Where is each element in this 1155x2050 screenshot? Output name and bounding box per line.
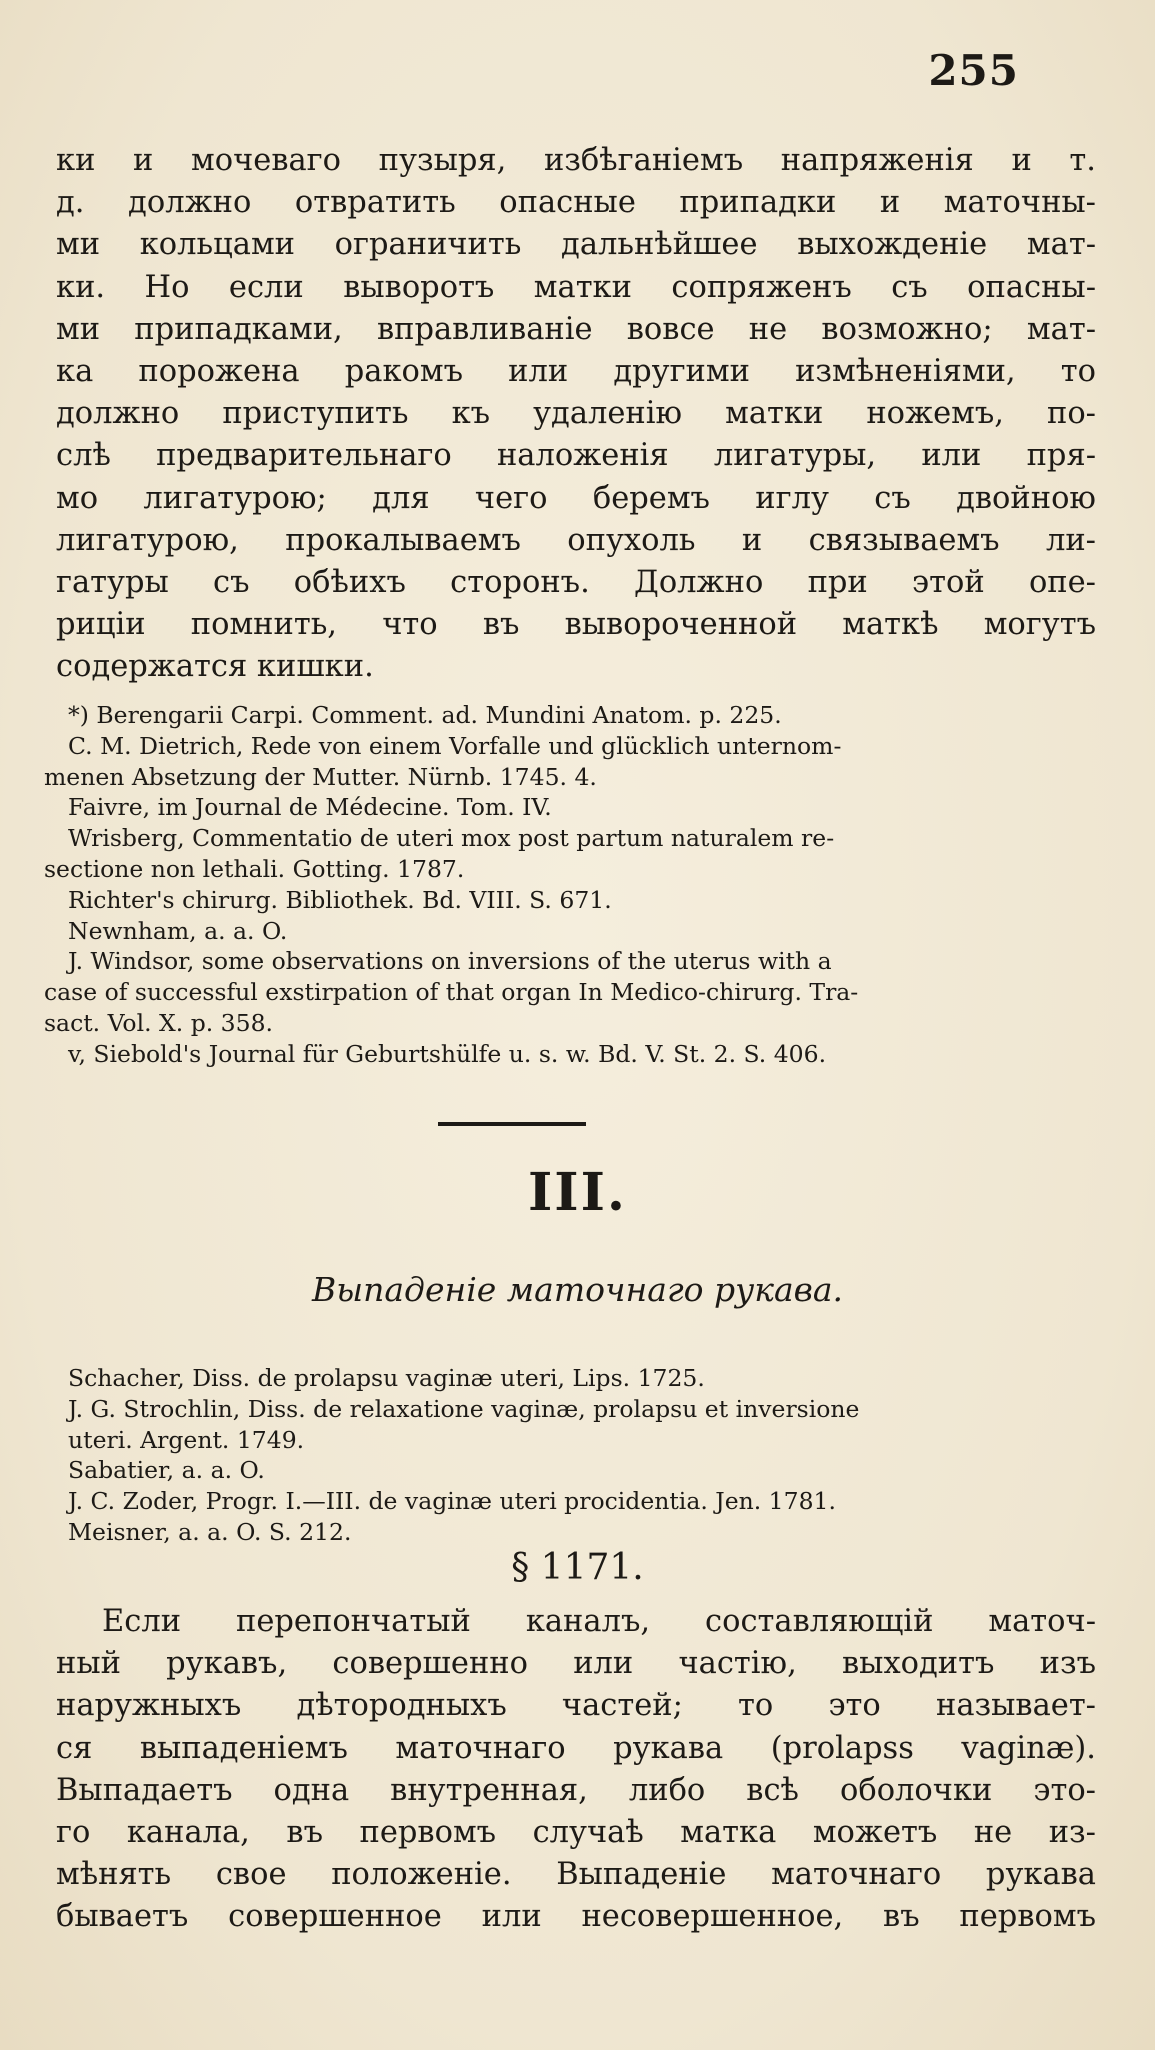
reference-line: menen Absetzung der Mutter. Nürnb. 1745. 4. bbox=[44, 762, 597, 791]
reference-line: *) Berengarii Carpi. Comment. ad. Mundini Anatom. p. 225. bbox=[68, 701, 782, 729]
footnote-references bbox=[44, 700, 1094, 1070]
reference-line: uteri. Argent. 1749. bbox=[68, 1425, 305, 1454]
chapter-title: Выпаденіе маточнаго рукава. bbox=[312, 1270, 843, 1309]
section-heading: § 1171. bbox=[511, 1547, 644, 1588]
bottom-paragraph bbox=[56, 1601, 1096, 1939]
text-line: лигатурою, прокалываемъ опухоль и связываемъ ли- bbox=[56, 522, 1096, 558]
text-line: слѣ предварительнаго наложенія лигатуры, или пря- bbox=[56, 438, 1096, 474]
text-line: риціи помнить, что въ вывороченной маткѣ могутъ bbox=[56, 607, 1096, 643]
text-line: ки и мочеваго пузыря, избѣганіемъ напряженія и т. bbox=[56, 143, 1096, 178]
reference-line: sectione non lethali. Gotting. 1787. bbox=[44, 854, 465, 883]
reference-line: Faivre, im Journal de Médecine. Tom. IV. bbox=[68, 793, 552, 822]
text-line: ми кольцами ограничить дальнѣйшее выхожденіе мат- bbox=[56, 227, 1096, 263]
text-line: гатуры съ обѣихъ сторонъ. Должно при этой опе- bbox=[56, 565, 1096, 601]
reference-line: Meisner, a. a. O. S. 212. bbox=[68, 1517, 352, 1546]
top-paragraph bbox=[56, 140, 1096, 689]
reference-line: J. G. Strochlin, Diss. de relaxatione vaginæ, prolapsu et inversione bbox=[68, 1394, 860, 1423]
reference-line: Richter's chirurg. Bibliothek. Bd. VIII. S. 671. bbox=[68, 885, 612, 914]
reference-line: J. C. Zoder, Progr. I.—III. de vaginæ uteri procidentia. Jen. 1781. bbox=[68, 1487, 836, 1516]
reference-line: case of successful exstirpation of that organ In Medico-chirurg. Tra- bbox=[44, 978, 859, 1007]
text-line: содержатся кишки. bbox=[56, 649, 374, 685]
reference-line: v, Siebold's Journal für Geburtshülfe u. s. w. Bd. V. St. 2. S. 406. bbox=[68, 1039, 827, 1068]
text-line: го канала, въ первомъ случаѣ матка можетъ не из- bbox=[56, 1815, 1096, 1851]
reference-line: sact. Vol. X. p. 358. bbox=[44, 1008, 274, 1037]
text-line: Выпадаетъ одна внутренная, либо всѣ оболочки это- bbox=[56, 1772, 1096, 1808]
text-line: ми припадками, вправливаніе вовсе не возможно; мат- bbox=[56, 311, 1096, 347]
text-line: мо лигатурою; для чего беремъ иглу съ двойною bbox=[56, 480, 1096, 516]
section-divider bbox=[438, 1122, 586, 1126]
text-line: ки. Но если выворотъ матки сопряженъ съ опасны- bbox=[56, 269, 1096, 305]
reference-line: Wrisberg, Commentatio de uteri mox post partum naturalem re- bbox=[68, 824, 835, 853]
text-line: должно приступить къ удаленію матки ножемъ, по- bbox=[56, 396, 1096, 432]
chapter-references bbox=[44, 1363, 1094, 1548]
text-line: ка порожена ракомъ или другими измѣненіями, то bbox=[56, 354, 1096, 390]
text-line: наружныхъ дѣтородныхъ частей; то это называет- bbox=[56, 1688, 1096, 1724]
reference-line: J. Windsor, some observations on inversions of the uterus with a bbox=[68, 947, 832, 976]
text-line: мѣнять свое положеніе. Выпаденіе маточнаго рукава bbox=[56, 1857, 1096, 1893]
chapter-number: III. bbox=[527, 1162, 628, 1223]
text-line: д. должно отвратить опасные припадки и маточны- bbox=[56, 185, 1096, 221]
text-line: ный рукавъ, совершенно или частію, выходитъ изъ bbox=[56, 1646, 1096, 1682]
reference-line: Newnham, a. a. O. bbox=[68, 916, 288, 945]
text-line: ся выпаденіемъ маточнаго рукава (prolapss vaginæ). bbox=[56, 1730, 1096, 1766]
text-line: Если перепончатый каналъ, составляющій маточ- bbox=[102, 1604, 1096, 1639]
page-number: 255 bbox=[928, 46, 1019, 95]
reference-line: Schacher, Diss. de prolapsu vaginæ uteri, Lips. 1725. bbox=[68, 1364, 705, 1392]
reference-line: C. M. Dietrich, Rede von einem Vorfalle und glücklich unternom- bbox=[68, 731, 842, 760]
text-line: бываетъ совершенное или несовершенное, въ первомъ bbox=[56, 1899, 1096, 1935]
reference-line: Sabatier, a. a. O. bbox=[68, 1456, 265, 1485]
